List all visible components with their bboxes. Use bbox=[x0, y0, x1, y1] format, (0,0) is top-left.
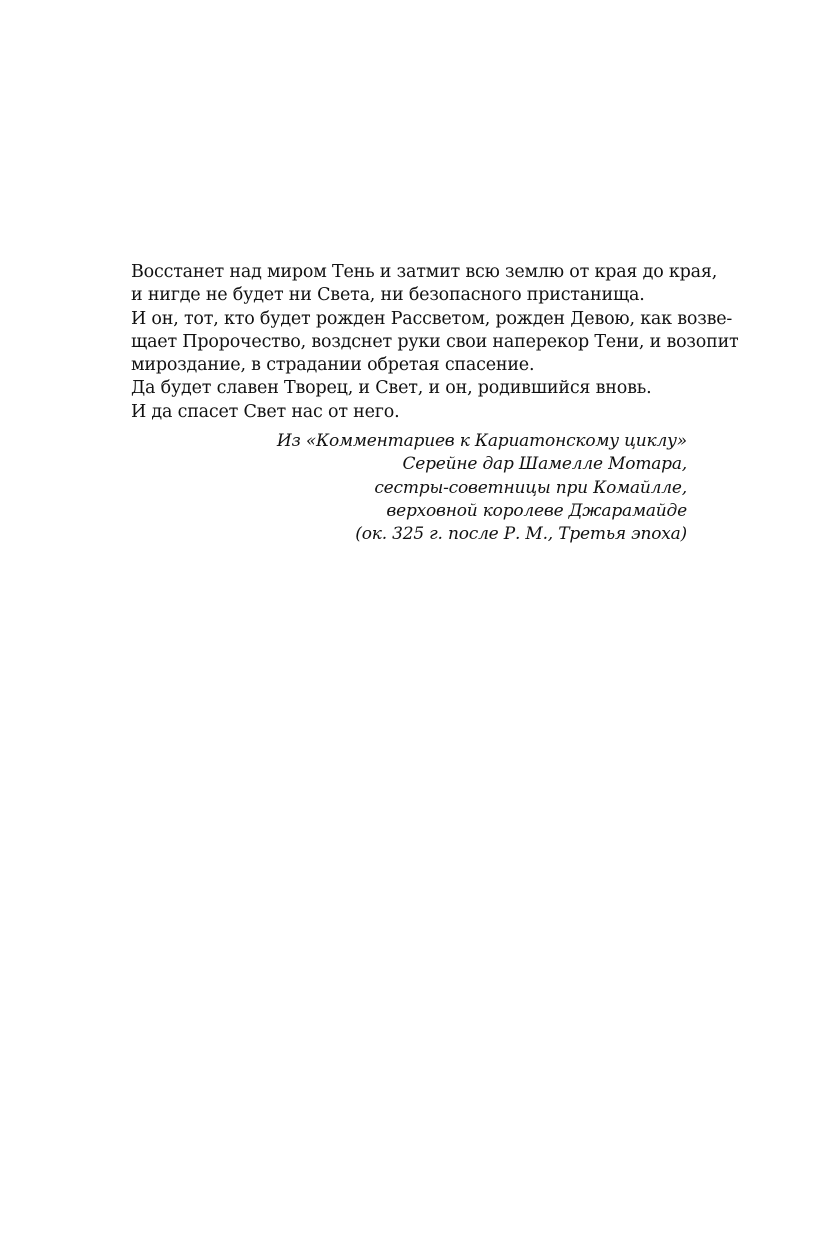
epigraph-attribution bbox=[131, 430, 687, 546]
epigraph-line-2: и нигде не будет ни Света, ни безопасного пристанища. bbox=[131, 285, 645, 306]
epigraph-text bbox=[131, 261, 739, 424]
epigraph-line-1: Восстанет над миром Тень и затмит всю землю от края до края, bbox=[131, 262, 718, 282]
attribution-source: Из «Комментариев к Кариатонскому циклу» bbox=[276, 431, 687, 452]
epigraph-line-5: мироздание, в страдании обретая спасение. bbox=[131, 355, 535, 376]
epigraph-line-4: щает Пророчество, воздснет руки свои наперекор Тени, и возопит bbox=[131, 331, 739, 352]
attribution-recipient: верховной королеве Джарамайде bbox=[386, 500, 687, 521]
epigraph-line-7: И да спасет Свет нас от него. bbox=[131, 401, 400, 422]
epigraph-line-6: Да будет славен Творец, и Свет, и он, родившийся вновь. bbox=[131, 378, 652, 399]
attribution-date: (ок. 325 г. после Р. М., Третья эпоха) bbox=[355, 524, 687, 545]
attribution-author: Серейне дар Шамелле Мотара, bbox=[402, 454, 687, 475]
attribution-role: сестры-советницы при Комайлле, bbox=[374, 477, 687, 498]
epigraph bbox=[131, 261, 739, 547]
epigraph-line-3: И он, тот, кто будет рожден Рассветом, рожден Девою, как возве- bbox=[131, 308, 733, 329]
